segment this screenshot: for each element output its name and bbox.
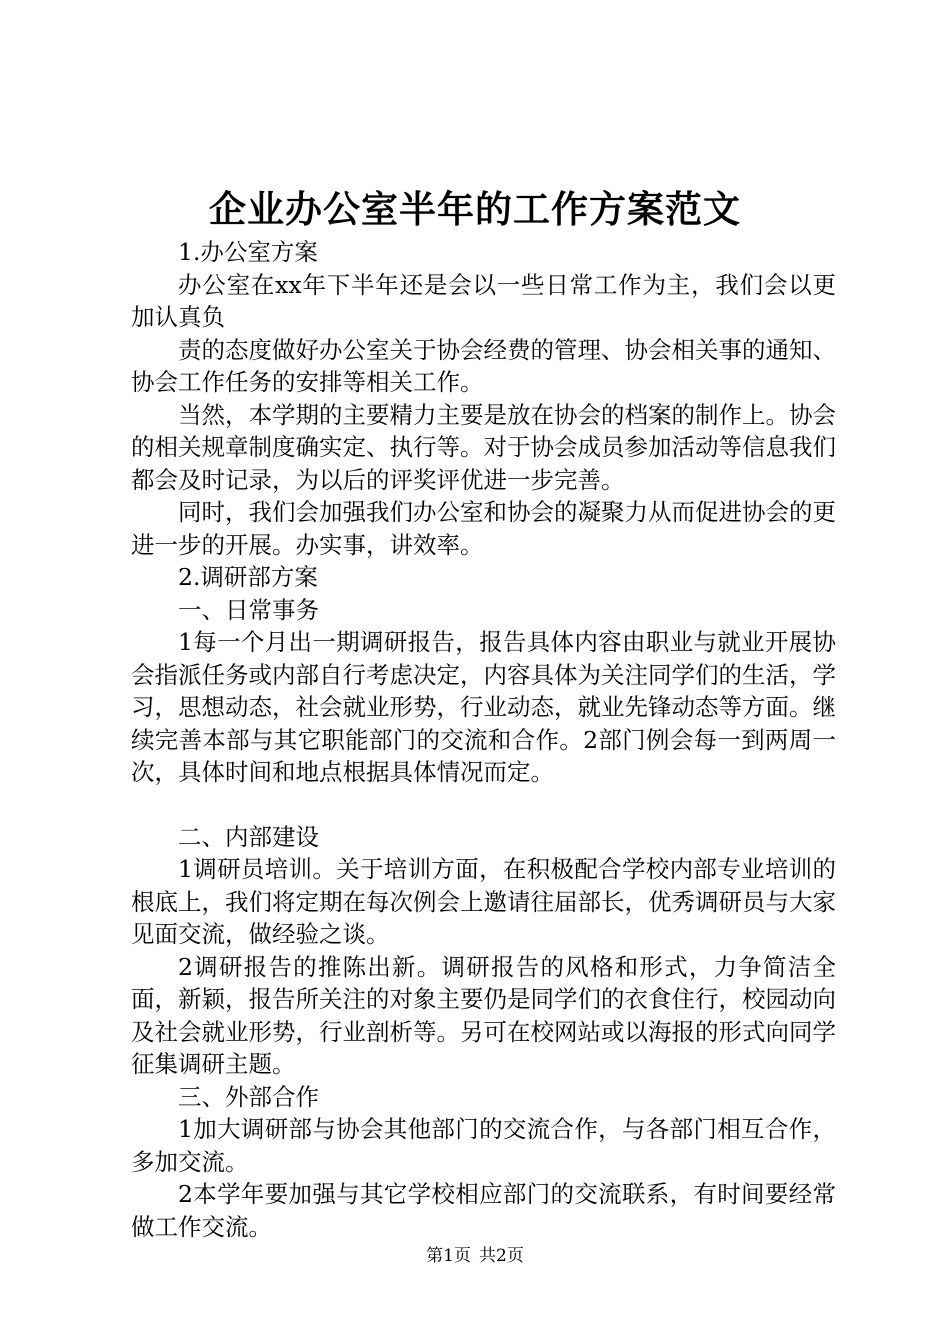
document-body (131, 236, 836, 1243)
subsection-heading-daily-affairs: 一、日常事务 (178, 595, 319, 624)
page-number: 第1页 (426, 1246, 471, 1266)
paragraph: 责的态度做好办公室关于协会经费的管理、协会相关事的通知、协会工作任务的安排等相关工作。 (131, 335, 836, 396)
paragraph: 办公室在xx年下半年还是会以一些日常工作为主，我们会以更加认真负 (131, 270, 836, 331)
paragraph: 1加大调研部与协会其他部门的交流合作，与各部门相互合作，多加交流。 (131, 1115, 836, 1176)
paragraph: 当然，本学期的主要精力主要是放在协会的档案的制作上。协会的相关规章制度确实定、执行等。对于协会成员参加活动等信息我们都会及时记录，为以后的评奖评优进一步完善。 (131, 400, 836, 494)
paragraph: 2调研报告的推陈出新。调研报告的风格和形式，力争简洁全面，新颖，报告所关注的对象主要仍是同学们的衣食住行，校园动向及社会就业形势，行业剖析等。另可在校网站或以海报的形式向同学征集调研主题。 (131, 952, 836, 1078)
paragraph: 同时，我们会加强我们办公室和协会的凝聚力从而促进协会的更进一步的开展。办实事，讲效率。 (131, 498, 836, 559)
subsection-heading-external-cooperation: 三、外部合作 (178, 1082, 319, 1111)
paragraph: 1每一个月出一期调研报告，报告具体内容由职业与就业开展协会指派任务或内部自行考虑决定，内容具体为关注同学们的生活，学习，思想动态，社会就业形势，行业动态，就业先锋动态等方面。继续完善本部与其它职能部门的交流和合作。2部门例会每一到两周一次，具体时间和地点根据具体情况而定。 (131, 628, 836, 786)
page-total: 共2页 (479, 1246, 524, 1266)
paragraph: 2本学年要加强与其它学校相应部门的交流联系，有时间要经常做工作交流。 (131, 1180, 836, 1241)
page-footer (0, 1245, 950, 1267)
document-title: 企业办公室半年的工作方案范文 (209, 187, 741, 231)
paragraph: 1调研员培训。关于培训方面，在积极配合学校内部专业培训的根底上，我们将定期在每次例会上邀请往届部长，优秀调研员与大家见面交流，做经验之谈。 (131, 855, 836, 948)
section-heading-research-plan: 2.调研部方案 (178, 563, 318, 591)
section-heading-office-plan: 1.办公室方案 (178, 238, 318, 266)
subsection-heading-internal-building: 二、内部建设 (178, 822, 319, 851)
